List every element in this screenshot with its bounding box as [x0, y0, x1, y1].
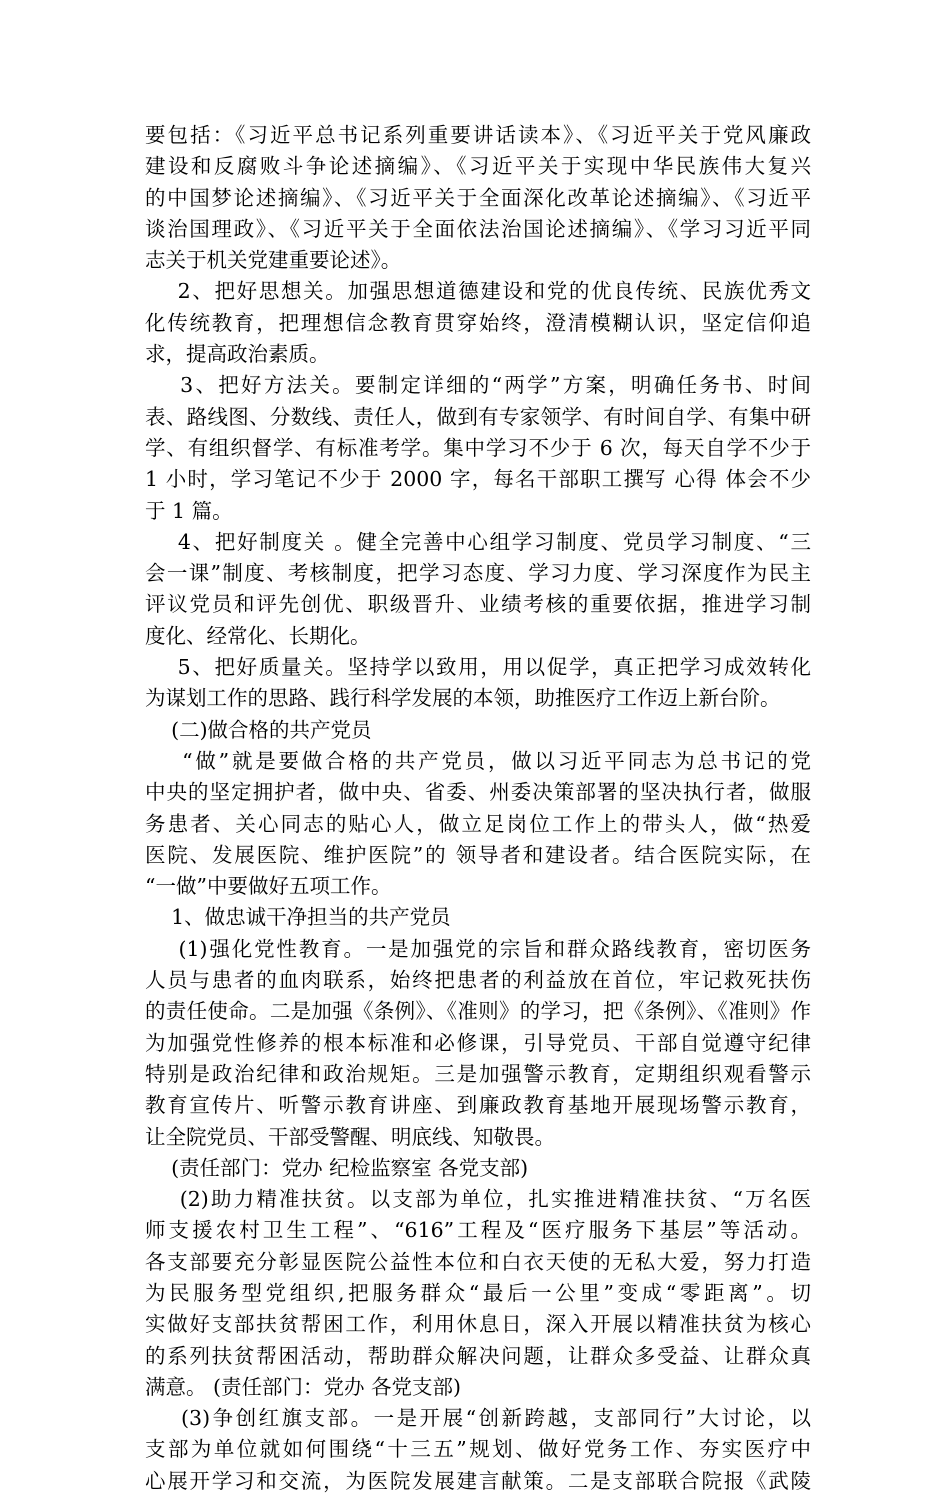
text-line: 谈治国理政》、《习近平关于全面依法治国论述摘编》、《学习习近平同 [145, 216, 811, 241]
text-line: (1)强化党性教育。一是加强党的宗旨和群众路线教育，密切医务 [145, 936, 811, 961]
text-line: 务患者、关心同志的贴心人，做立足岗位工作上的带头人，做“热爱 [145, 811, 811, 836]
text-line: 为加强党性修养的根本标准和必修课，引导党员、干部自觉遵守纪律 [145, 1030, 811, 1055]
text-line: 师支援农村卫生工程”、“616”工程及“医疗服务下基层”等活动。 [145, 1218, 811, 1243]
text-line: 会一课”制度、考核制度，把学习态度、学习力度、学习深度作为民主 [145, 561, 811, 586]
text-line: 教育宣传片、听警示教育讲座、到廉政教育基地开展现场警示教育， [145, 1093, 811, 1118]
text-line: “做”就是要做合格的共产党员，做以习近平同志为总书记的党 [145, 748, 811, 773]
text-line: 4、把好制度关 。健全完善中心组学习制度、党员学习制度、“三 [145, 529, 811, 554]
text-line: 度化、经常化、长期化。 [145, 623, 371, 648]
text-line: 志关于机关党建重要论述》。 [145, 248, 402, 273]
text-line: 中央的坚定拥护者，做中央、省委、州委决策部署的坚决执行者，做服 [145, 780, 811, 805]
text-line: 的系列扶贫帮困活动，帮助群众解决问题，让群众多受益、让群众真 [145, 1343, 811, 1368]
text-line: 为民服务型党组织,把服务群众“最后一公里”变成“零距离”。切 [145, 1280, 811, 1305]
text-line: 3、把好方法关。要制定详细的“两学”方案，明确任务书、时间 [145, 373, 811, 398]
text-line: 为谋划工作的思路、践行科学发展的本领，助推医疗工作迈上新台阶。 [145, 686, 781, 711]
text-line: 学、有组织督学、有标准考学。集中学习不少于 6 次，每天自学不少于 [145, 435, 811, 460]
text-line: 满意。 (责任部门：党办 各党支部) [145, 1374, 462, 1399]
text-line: 特别是政治纪律和政治规矩。三是加强警示教育，定期组织观看警示 [145, 1061, 811, 1086]
document-page [145, 120, 811, 1497]
text-line: 2、把好思想关。加强思想道德建设和党的优良传统、民族优秀文 [145, 279, 811, 304]
text-line: 人员与患者的血肉联系，始终把患者的利益放在首位，牢记救死扶伤 [145, 968, 811, 993]
text-line: 表、路线图、分数线、责任人，做到有专家领学、有时间自学、有集中研 [145, 404, 811, 429]
text-line: 各支部要充分彰显医院公益性本位和白衣天使的无私大爱，努力打造 [145, 1249, 811, 1274]
text-line: 支部为单位就如何围绕“十三五”规划、做好党务工作、夯实医疗中 [145, 1437, 811, 1462]
text-line: 建设和反腐败斗争论述摘编》、《习近平关于实现中华民族伟大复兴 [145, 154, 811, 179]
text-line: 化传统教育，把理想信念教育贯穿始终，澄清模糊认识，坚定信仰追 [145, 310, 811, 335]
text-line: 5、把好质量关。坚持学以致用，用以促学，真正把学习成效转化 [145, 655, 811, 680]
text-line: 评议党员和评先创优、职级晋升、业绩考核的重要依据，推进学习制 [145, 592, 811, 617]
text-line: 求，提高政治素质。 [145, 342, 330, 367]
text-line: 医院、发展医院、维护医院”的 领导者和建设者。结合医院实际，在 [145, 842, 811, 867]
text-line: (3)争创红旗支部。一是开展“创新跨越，支部同行”大讨论，以 [145, 1406, 811, 1431]
text-line: “一做”中要做好五项工作。 [145, 874, 392, 899]
text-line: 1、做忠诚干净担当的共产党员 [145, 905, 451, 930]
text-line: 实做好支部扶贫帮困工作，利用休息日，深入开展以精准扶贫为核心 [145, 1312, 811, 1337]
text-line: 于 1 篇。 [145, 498, 233, 523]
text-line: (责任部门：党办 纪检监察室 各党支部) [145, 1155, 529, 1180]
text-line: 要包括：《习近平总书记系列重要讲话读本》、《习近平关于党风廉政 [145, 123, 811, 147]
text-line: 1 小时，学习笔记不少于 2000 字，每名干部职工撰写 心得 体会不少 [145, 467, 811, 492]
text-line: (二)做合格的共产党员 [145, 717, 372, 742]
text-line: 让全院党员、干部受警醒、明底线、知敬畏。 [145, 1124, 555, 1149]
text-line: 心展开学习和交流，为医院发展建言献策。二是支部联合院报《武陵 [145, 1468, 811, 1493]
text-line: 的责任使命。二是加强《条例》、《准则》的学习，把《条例》、《准则》作 [145, 999, 811, 1024]
text-line: 的中国梦论述摘编》、《习近平关于全面深化改革论述摘编》、《习近平 [145, 185, 811, 210]
text-line: (2)助力精准扶贫。以支部为单位，扎实推进精准扶贫、“万名医 [145, 1187, 811, 1212]
